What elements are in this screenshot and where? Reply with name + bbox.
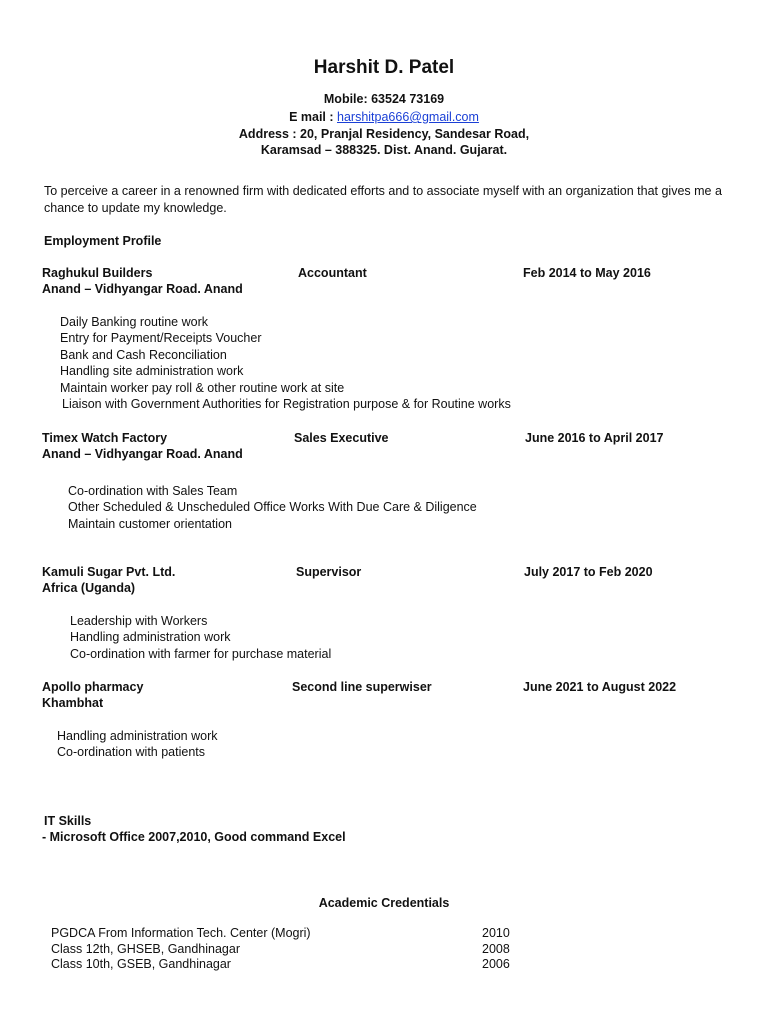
- job-role: Sales Executive: [294, 431, 389, 445]
- job-location: Africa (Uganda): [42, 581, 136, 595]
- job-company: Kamuli Sugar Pvt. Ltd.: [42, 565, 176, 579]
- academic-course: PGDCA From Information Tech. Center (Mogri): [51, 926, 311, 940]
- job-company: Raghukul Builders: [42, 266, 153, 280]
- academic-year: 2010: [482, 926, 510, 940]
- academic-year: 2008: [482, 942, 510, 956]
- job-duties-list: [57, 728, 218, 761]
- academic-year: 2006: [482, 957, 510, 971]
- email-label: E mail :: [289, 110, 337, 124]
- address-line-1: Address : 20, Pranjal Residency, Sandesar Road,: [238, 127, 530, 141]
- candidate-name: Harshit D. Patel: [313, 57, 455, 78]
- job-company: Timex Watch Factory: [42, 431, 168, 445]
- job-role: Supervisor: [296, 565, 362, 579]
- academic-heading: Academic Credentials: [318, 896, 450, 910]
- academic-course: Class 12th, GHSEB, Gandhinagar: [51, 942, 240, 956]
- duty-item: Co-ordination with Sales Team: [68, 484, 238, 498]
- duty-item: Leadership with Workers: [70, 614, 208, 628]
- job-period: July 2017 to Feb 2020: [524, 565, 653, 579]
- academic-course: Class 10th, GSEB, Gandhinagar: [51, 957, 231, 971]
- duty-item: Daily Banking routine work: [60, 315, 208, 329]
- duty-item: Co-ordination with patients: [57, 745, 205, 760]
- duty-item: Co-ordination with farmer for purchase material: [70, 646, 332, 661]
- mobile-line: Mobile: 63524 73169: [323, 92, 445, 106]
- job-duties-list: [68, 483, 477, 532]
- job-company: Apollo pharmacy: [42, 680, 144, 694]
- objective-text: To perceive a career in a renowned firm with dedicated efforts and to associate myself with an organization that gives me a chance to update my knowledge.: [44, 184, 722, 215]
- duty-item: Other Scheduled & Unscheduled Office Works With Due Care & Diligence: [68, 500, 477, 515]
- job-period: June 2021 to August 2022: [523, 680, 677, 694]
- duty-item: Bank and Cash Reconciliation: [60, 347, 227, 362]
- job-role: Accountant: [298, 266, 367, 280]
- job-location: Anand – Vidhyangar Road. Anand: [42, 282, 243, 296]
- job-period: June 2016 to April 2017: [525, 431, 664, 445]
- job-duties-list: [60, 314, 511, 412]
- address-line-2: Karamsad – 388325. Dist. Anand. Gujarat.: [260, 143, 508, 157]
- employment-heading: Employment Profile: [44, 234, 162, 248]
- job-location: Anand – Vidhyangar Road. Anand: [42, 447, 243, 461]
- duty-item: Handling administration work: [57, 729, 218, 743]
- duty-item: Entry for Payment/Receipts Voucher: [60, 331, 262, 346]
- job-location: Khambhat: [42, 696, 104, 710]
- email-line: [0, 109, 768, 125]
- email-link[interactable]: harshitpa666@gmail.com: [337, 110, 479, 124]
- job-role: Second line superwiser: [292, 680, 432, 694]
- duty-item: Handling site administration work: [60, 364, 244, 379]
- duty-item: Handling administration work: [70, 630, 231, 645]
- duty-item: Liaison with Government Authorities for Registration purpose & for Routine works: [62, 397, 511, 412]
- it-skills-heading: IT Skills: [44, 814, 92, 828]
- it-skills-line: - Microsoft Office 2007,2010, Good command Excel: [42, 830, 346, 844]
- duty-item: Maintain customer orientation: [68, 516, 232, 531]
- job-period: Feb 2014 to May 2016: [523, 266, 651, 280]
- duty-item: Maintain worker pay roll & other routine work at site: [60, 380, 345, 395]
- job-duties-list: [70, 613, 331, 662]
